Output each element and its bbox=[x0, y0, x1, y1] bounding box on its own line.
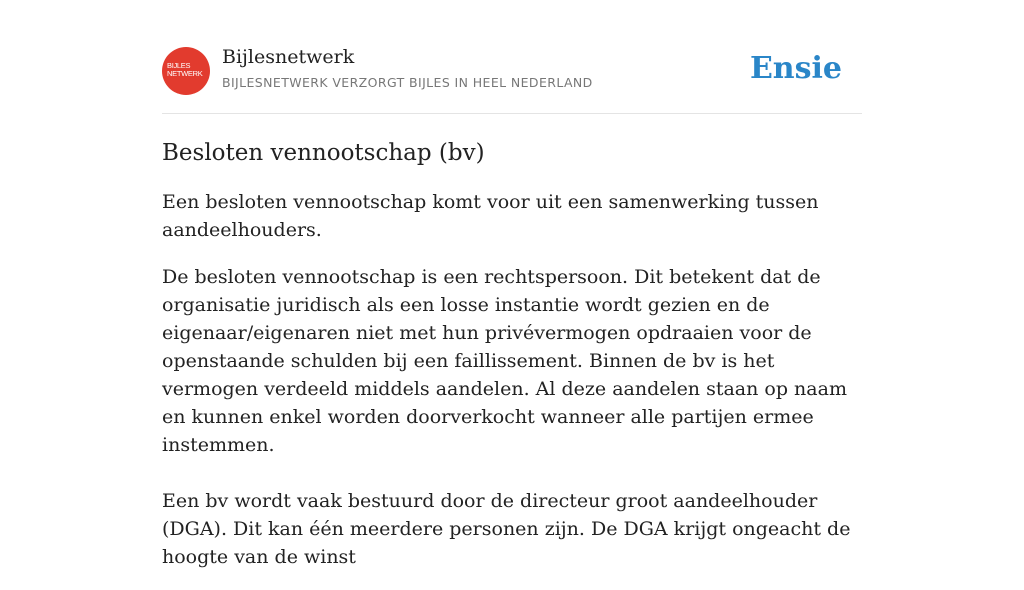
article-paragraph-1: Een besloten vennootschap komt voor uit een samenwerking tussen aandeelhouders. bbox=[162, 191, 819, 241]
logo-text-line-1: BIJLES bbox=[167, 61, 191, 70]
article-title: Besloten vennootschap (bv) bbox=[162, 140, 485, 166]
header-divider bbox=[162, 113, 862, 114]
logo-text-line-2: NETWERK bbox=[167, 69, 203, 78]
article-paragraph-2: De besloten vennootschap is een rechtspersoon. Dit betekent dat de organisatie juridisch als een losse instantie wordt gezien en de eigenaar/eigenaren niet met hun privévermogen opdraaien voor de openstaande schulden bij een faillissement. Binnen de bv is het vermogen verdeeld middels aandelen. Al deze aandelen staan op naam en kunnen enkel worden doorverkocht wanneer alle partijen ermee instemmen. bbox=[162, 266, 847, 456]
author-logo[interactable] bbox=[162, 47, 210, 95]
brand-logo-link[interactable]: Ensie bbox=[749, 51, 842, 86]
article-paragraph-3: Een bv wordt vaak bestuurd door de directeur groot aandeelhouder (DGA). Dit kan één meerdere personen zijn. De DGA krijgt ongeacht de hoogte van de winst bbox=[162, 490, 851, 568]
author-name-link[interactable]: Bijlesnetwerk bbox=[222, 46, 355, 68]
author-header bbox=[162, 46, 862, 96]
article-content bbox=[162, 138, 862, 590]
author-tagline: BIJLESNETWERK VERZORGT BIJLES IN HEEL NEDERLAND bbox=[222, 75, 593, 90]
